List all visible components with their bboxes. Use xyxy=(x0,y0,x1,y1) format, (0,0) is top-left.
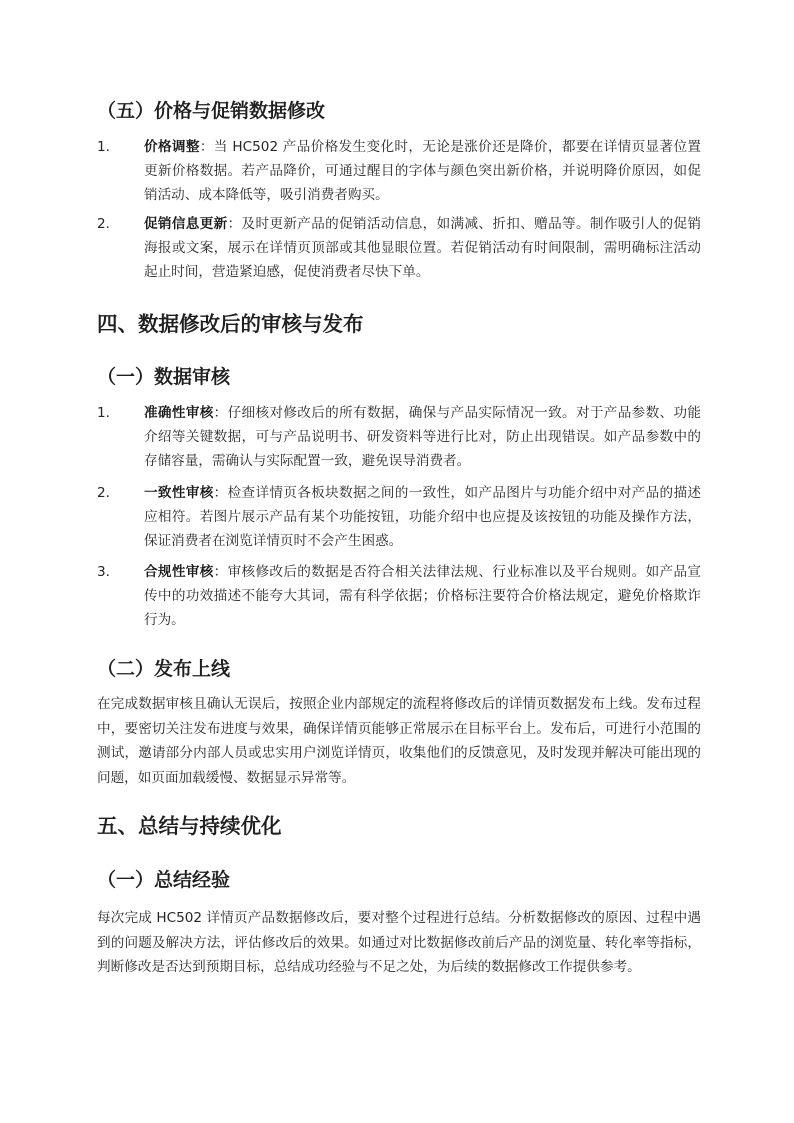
list-text xyxy=(144,560,701,632)
list-body: 及时更新产品的促销活动信息，如满减、折扣、赠品等。制作吸引人的促销海报或文案，展示在详情页顶部或其他显眼位置。若促销活动有时间限制，需明确标注活动起止时间，营造紧迫感，促使消费者尽快下单。 xyxy=(144,216,702,280)
section-heading-price-promotion: （五）价格与促销数据修改 xyxy=(97,100,326,122)
list-number: 2. xyxy=(97,485,110,501)
list-number: 1. xyxy=(97,405,110,421)
section-heading-summary-experience: （一）总结经验 xyxy=(97,869,231,891)
list-number: 1. xyxy=(97,139,110,155)
list-term: 合规性审核 xyxy=(144,564,214,580)
list-colon: ： xyxy=(227,216,242,232)
list-item-consistency-review xyxy=(97,481,701,553)
section-heading-publish: （二）发布上线 xyxy=(97,658,231,680)
list-body: 检查详情页各板块数据之间的一致性，如产品图片与功能介绍中对产品的描述应相符。若图片展示产品有某个功能按钮，功能介绍中也应提及该按钮的功能及操作方法，保证消费者在浏览详情页时不会产生困惑。 xyxy=(144,485,702,549)
list-colon: ： xyxy=(213,485,228,501)
paragraph-summary: 每次完成 HC502 详情页产品数据修改后，要对整个过程进行总结。分析数据修改的原因、过程中遇到的问题及解决方法，评估修改后的效果。如通过对比数据修改前后产品的浏览量、转化率等指标，判断修改是否达到预期目标，总结成功经验与不足之处，为后续的数据修改工作提供参考。 xyxy=(97,910,701,975)
list-term: 促销信息更新 xyxy=(144,216,228,232)
list-term: 价格调整 xyxy=(144,139,200,155)
list-text xyxy=(144,481,701,553)
section-heading-data-review: （一）数据审核 xyxy=(97,366,231,388)
list-colon: ： xyxy=(213,405,228,421)
list-text xyxy=(144,212,701,284)
paragraph-publish: 在完成数据审核且确认无误后，按照企业内部规定的流程将修改后的详情页数据发布上线。发布过程中，要密切关注发布进度与效果，确保详情页能够正常展示在目标平台上。发布后，可进行小范围的测试，邀请部分内部人员或忠实用户浏览详情页，收集他们的反馈意见，及时发现并解决可能出现的问题，如页面加载缓慢、数据显示异常等。 xyxy=(97,696,701,786)
list-item-promo-update xyxy=(97,212,701,284)
list-item-accuracy-review xyxy=(97,401,701,473)
list-term: 准确性审核 xyxy=(144,405,214,421)
list-colon: ： xyxy=(199,139,214,155)
list-number: 2. xyxy=(97,216,110,232)
list-term: 一致性审核 xyxy=(144,485,214,501)
list-text xyxy=(144,401,701,473)
list-colon: ： xyxy=(213,564,228,580)
list-item-price-adjust xyxy=(97,135,701,207)
chapter-heading-summary: 五、总结与持续优化 xyxy=(97,814,282,838)
list-item-compliance-review xyxy=(97,560,701,632)
list-number: 3. xyxy=(97,564,110,580)
list-body: 审核修改后的数据是否符合相关法律法规、行业标准以及平台规则。如产品宣传中的功效描述不能夸大其词，需有科学依据；价格标注要符合价格法规定，避免价格欺诈行为。 xyxy=(144,564,702,628)
list-body: 仔细核对修改后的所有数据，确保与产品实际情况一致。对于产品参数、功能介绍等关键数据，可与产品说明书、研发资料等进行比对，防止出现错误。如产品参数中的存储容量，需确认与实际配置一致，避免误导消费者。 xyxy=(144,405,702,469)
list-body: 当 HC502 产品价格发生变化时，无论是涨价还是降价，都要在详情页显著位置更新价格数据。若产品降价，可通过醒目的字体与颜色突出新价格，并说明降价原因，如促销活动、成本降低等，吸引消费者购买。 xyxy=(144,139,702,203)
list-text xyxy=(144,135,701,207)
chapter-heading-review-publish: 四、数据修改后的审核与发布 xyxy=(97,312,364,336)
